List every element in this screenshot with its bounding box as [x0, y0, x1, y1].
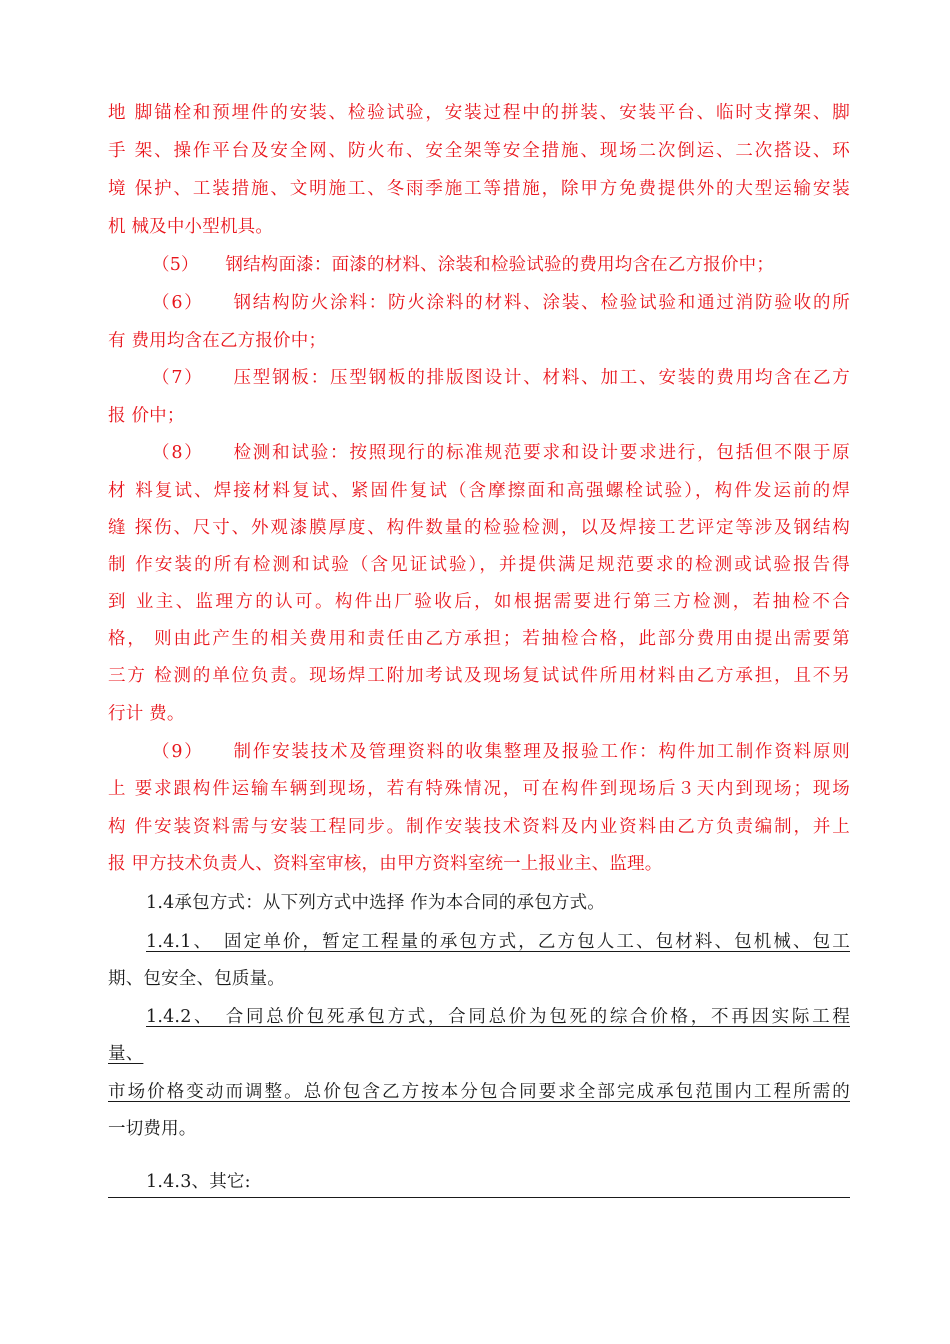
item-7-line: 报 价中；: [108, 406, 185, 426]
option-2-line: 市场价格变动而调整。总价包含乙方按本分包合同要求全部完成承包范围内工程所需的: [108, 1082, 850, 1102]
option-1-line: 期、包安全、包质量。: [108, 969, 285, 989]
option-1-line: 1.4.1、 固定单价，暂定工程量的承包方式，乙方包人工、包材料、包机械、包工: [146, 932, 850, 952]
item-8-line: 到 业主、监理方的认可。构件出厂验收后，如根据需要进行第三方检测，若抽检不合: [108, 592, 850, 612]
item-6-line: （6） 钢结构防火涂料：防火涂料的材料、涂装、检验试验和通过消防验收的所: [152, 293, 850, 313]
option-2-line: 1.4.2、 合同总价包死承包方式，合同总价为包死的综合价格，不再因实际工程: [146, 1007, 850, 1027]
item-7-line: （7） 压型钢板：压型钢板的排版图设计、材料、加工、安装的费用均含在乙方: [152, 368, 850, 388]
item-8-line: 制 作安装的所有检测和试验（含见证试验），并提供满足规范要求的检测或试验报告得: [108, 555, 850, 575]
item-9-line: 上 要求跟构件运输车辆到现场，若有特殊情况，可在构件到现场后３天内到现场；现场: [108, 779, 850, 799]
item-8-line: 格， 则由此产生的相关费用和责任由乙方承担；若抽检合格，此部分费用由提出需要第: [108, 629, 850, 649]
item-9-line: 报 甲方技术负责人、资料室审核，由甲方资料室统一上报业主、监理。: [108, 854, 663, 874]
paragraph-line: 地 脚锚栓和预埋件的安装、检验试验，安装过程中的拼装、安装平台、临时支撑架、脚: [108, 103, 850, 123]
item-9-line: （9） 制作安装技术及管理资料的收集整理及报验工作：构件加工制作资料原则: [152, 742, 850, 762]
option-2-line: 量、: [108, 1044, 144, 1064]
item-9-line: 构 件安装资料需与安装工程同步。制作安装技术资料及内业资料由乙方负责编制，并上: [108, 817, 850, 837]
item-8-line: 材 料复试、焊接材料复试、紧固件复试（含摩擦面和高强螺栓试验），构件发运前的焊: [108, 481, 850, 501]
option-3-label: 1.4.3、其它:: [146, 1172, 251, 1192]
paragraph-line: 境 保护、工装措施、文明施工、冬雨季施工等措施，除甲方免费提供外的大型运输安装: [108, 179, 850, 199]
item-8-line: 缝 探伤、尺寸、外观漆膜厚度、构件数量的检验检测，以及焊接工艺评定等涉及钢结构: [108, 518, 850, 538]
item-5-line: （5） 钢结构面漆：面漆的材料、涂装和检验试验的费用均含在乙方报价中；: [152, 255, 775, 275]
option-2-line: 一切费用。: [108, 1119, 197, 1139]
paragraph-line: 手 架、操作平台及安全网、防火布、安全架等安全措施、现场二次倒运、二次搭设、环: [108, 141, 850, 161]
item-8-line: 三方 检测的单位负责。现场焊工附加考试及现场复试试件所用材料由乙方承担，且不另: [108, 666, 850, 686]
section-heading: 1.4承包方式：从下列方式中选择 作为本合同的承包方式。: [146, 893, 605, 913]
fill-in-underline: [108, 1197, 850, 1198]
item-8-line: （8） 检测和试验：按照现行的标准规范要求和设计要求进行，包括但不限于原: [152, 443, 850, 463]
item-6-line: 有 费用均含在乙方报价中；: [108, 331, 327, 351]
item-8-line: 行计 费。: [108, 704, 185, 724]
paragraph-line: 机 械及中小型机具。: [108, 217, 274, 237]
